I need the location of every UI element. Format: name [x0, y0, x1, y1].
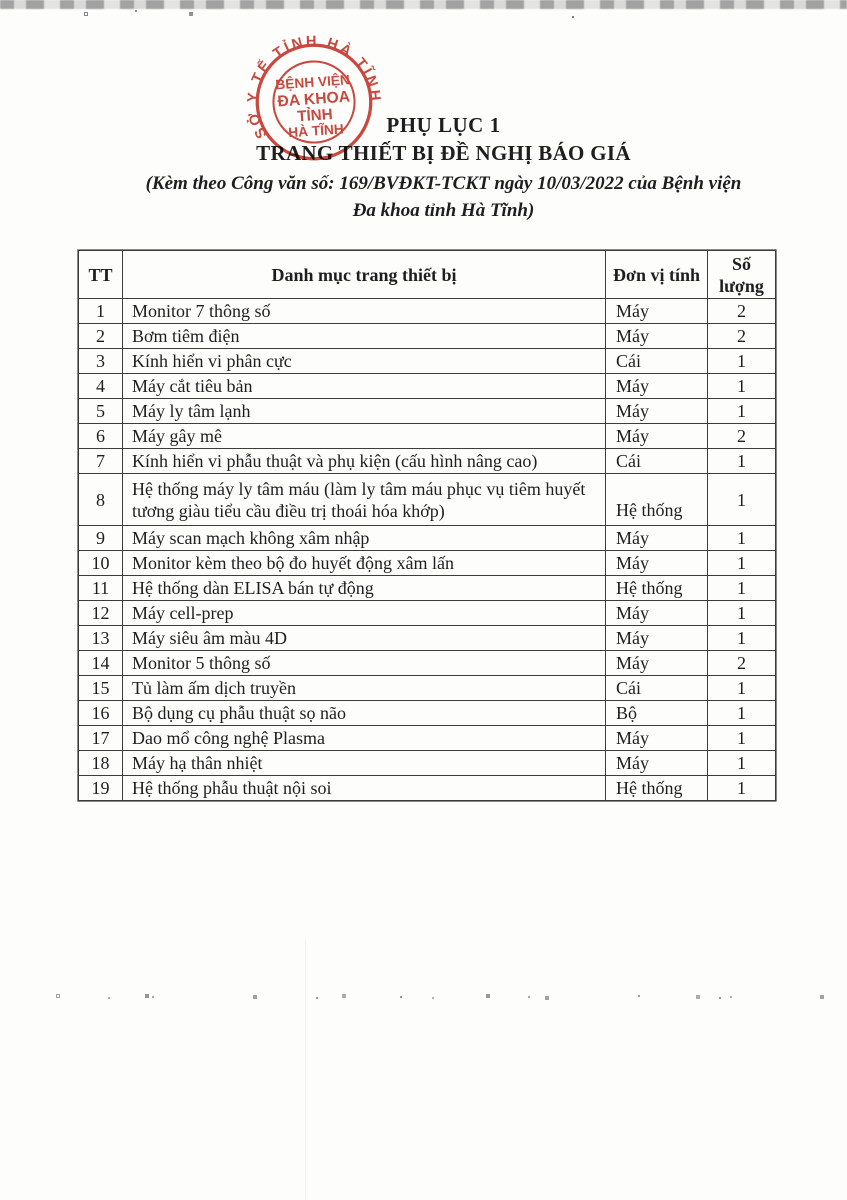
row-quantity: 1	[708, 751, 776, 776]
table-row	[79, 651, 776, 676]
row-equipment-name: Monitor 5 thông số	[123, 651, 606, 676]
row-quantity: 1	[708, 701, 776, 726]
header-unit: Đơn vị tính	[606, 251, 708, 299]
row-unit: Máy	[606, 626, 708, 651]
row-unit: Hệ thống	[606, 474, 708, 526]
row-index: 11	[79, 576, 123, 601]
row-unit: Cái	[606, 349, 708, 374]
stamp-line-province: TỈNH	[296, 105, 334, 126]
table-row	[79, 374, 776, 399]
row-index: 17	[79, 726, 123, 751]
row-quantity: 1	[708, 474, 776, 526]
equipment-table	[78, 250, 776, 801]
row-quantity: 2	[708, 651, 776, 676]
row-equipment-name: Bộ dụng cụ phẫu thuật sọ não	[123, 701, 606, 726]
row-quantity: 1	[708, 526, 776, 551]
row-equipment-name: Monitor 7 thông số	[123, 299, 606, 324]
table-row	[79, 299, 776, 324]
row-quantity: 2	[708, 324, 776, 349]
table-row	[79, 601, 776, 626]
row-equipment-name: Tủ làm ấm dịch truyền	[123, 676, 606, 701]
row-quantity: 2	[708, 424, 776, 449]
table-row	[79, 751, 776, 776]
header-tt: TT	[79, 251, 123, 299]
row-quantity: 1	[708, 374, 776, 399]
row-unit: Hệ thống	[606, 576, 708, 601]
stamp-line-hatinh: HÀ TĨNH	[287, 121, 345, 141]
row-unit: Máy	[606, 299, 708, 324]
row-equipment-name: Máy cell-prep	[123, 601, 606, 626]
row-index: 3	[79, 349, 123, 374]
row-unit: Máy	[606, 726, 708, 751]
row-index: 9	[79, 526, 123, 551]
row-unit: Máy	[606, 374, 708, 399]
row-index: 15	[79, 676, 123, 701]
row-quantity: 1	[708, 551, 776, 576]
row-unit: Máy	[606, 751, 708, 776]
row-unit: Cái	[606, 449, 708, 474]
table-row	[79, 676, 776, 701]
row-equipment-name: Kính hiển vi phẫu thuật và phụ kiện (cấu hình nâng cao)	[123, 449, 606, 474]
row-index: 14	[79, 651, 123, 676]
header-qty: Số lượng	[708, 251, 776, 299]
row-unit: Bộ	[606, 701, 708, 726]
stamp-ring-text: SỞ Y TẾ TỈNH HÀ TĨNH	[245, 33, 384, 141]
row-equipment-name: Bơm tiêm điện	[123, 324, 606, 349]
table-row	[79, 399, 776, 424]
row-index: 6	[79, 424, 123, 449]
row-quantity: 1	[708, 676, 776, 701]
appendix-title: PHỤ LỤC 1	[386, 113, 501, 137]
row-index: 2	[79, 324, 123, 349]
row-quantity: 2	[708, 299, 776, 324]
table-row	[79, 449, 776, 474]
row-quantity: 1	[708, 349, 776, 374]
row-index: 18	[79, 751, 123, 776]
row-unit: Máy	[606, 399, 708, 424]
hospital-stamp	[233, 21, 395, 183]
row-index: 4	[79, 374, 123, 399]
table-row	[79, 776, 776, 801]
row-unit: Cái	[606, 676, 708, 701]
row-quantity: 1	[708, 449, 776, 474]
table-row	[79, 576, 776, 601]
row-index: 13	[79, 626, 123, 651]
row-index: 8	[79, 474, 123, 526]
row-equipment-name: Máy gây mê	[123, 424, 606, 449]
scan-speck-row	[57, 995, 59, 997]
row-equipment-name: Monitor kèm theo bộ đo huyết động xâm lấn	[123, 551, 606, 576]
row-unit: Máy	[606, 424, 708, 449]
table-row	[79, 626, 776, 651]
row-equipment-name: Máy hạ thân nhiệt	[123, 751, 606, 776]
row-index: 5	[79, 399, 123, 424]
subtitle-line-2: Đa khoa tỉnh Hà Tĩnh)	[352, 200, 535, 221]
scan-crease	[305, 940, 306, 1200]
row-index: 19	[79, 776, 123, 801]
row-quantity: 1	[708, 601, 776, 626]
row-quantity: 1	[708, 399, 776, 424]
equipment-table-header	[79, 251, 776, 299]
row-equipment-name: Hệ thống phẫu thuật nội soi	[123, 776, 606, 801]
row-unit: Máy	[606, 601, 708, 626]
document-title: TRANG THIẾT BỊ ĐỀ NGHỊ BÁO GIÁ	[256, 141, 631, 165]
row-index: 16	[79, 701, 123, 726]
row-unit: Hệ thống	[606, 776, 708, 801]
row-index: 7	[79, 449, 123, 474]
row-equipment-name: Máy ly tâm lạnh	[123, 399, 606, 424]
row-index: 1	[79, 299, 123, 324]
table-row	[79, 474, 776, 526]
row-index: 12	[79, 601, 123, 626]
table-row	[79, 726, 776, 751]
document-header	[0, 0, 847, 224]
row-equipment-name: Hệ thống máy ly tâm máu (làm ly tâm máu phục vụ tiêm huyết tương giàu tiểu cầu điều trị thoái hóa khớp)	[123, 474, 606, 526]
row-index: 10	[79, 551, 123, 576]
header-row	[79, 251, 776, 299]
table-row	[79, 349, 776, 374]
table-row	[79, 424, 776, 449]
row-quantity: 1	[708, 576, 776, 601]
header-name: Danh mục trang thiết bị	[123, 251, 606, 299]
row-equipment-name: Dao mổ công nghệ Plasma	[123, 726, 606, 751]
row-equipment-name: Máy cắt tiêu bản	[123, 374, 606, 399]
subtitle-line-1: (Kèm theo Công văn số: 169/BVĐKT-TCKT ngày 10/03/2022 của Bệnh viện	[145, 173, 742, 194]
table-row	[79, 701, 776, 726]
stamp-line-hospital: BỆNH VIỆN	[274, 72, 351, 93]
row-quantity: 1	[708, 726, 776, 751]
row-equipment-name: Máy scan mạch không xâm nhập	[123, 526, 606, 551]
row-equipment-name: Máy siêu âm màu 4D	[123, 626, 606, 651]
stamp-line-general: ĐA KHOA	[277, 88, 351, 111]
table-row	[79, 551, 776, 576]
row-unit: Máy	[606, 551, 708, 576]
row-unit: Máy	[606, 651, 708, 676]
row-unit: Máy	[606, 526, 708, 551]
table-row	[79, 324, 776, 349]
row-unit: Máy	[606, 324, 708, 349]
row-equipment-name: Hệ thống dàn ELISA bán tự động	[123, 576, 606, 601]
document-subtitle	[60, 170, 827, 224]
row-quantity: 1	[708, 626, 776, 651]
row-equipment-name: Kính hiển vi phân cực	[123, 349, 606, 374]
equipment-table-body	[79, 299, 776, 801]
table-row	[79, 526, 776, 551]
row-quantity: 1	[708, 776, 776, 801]
